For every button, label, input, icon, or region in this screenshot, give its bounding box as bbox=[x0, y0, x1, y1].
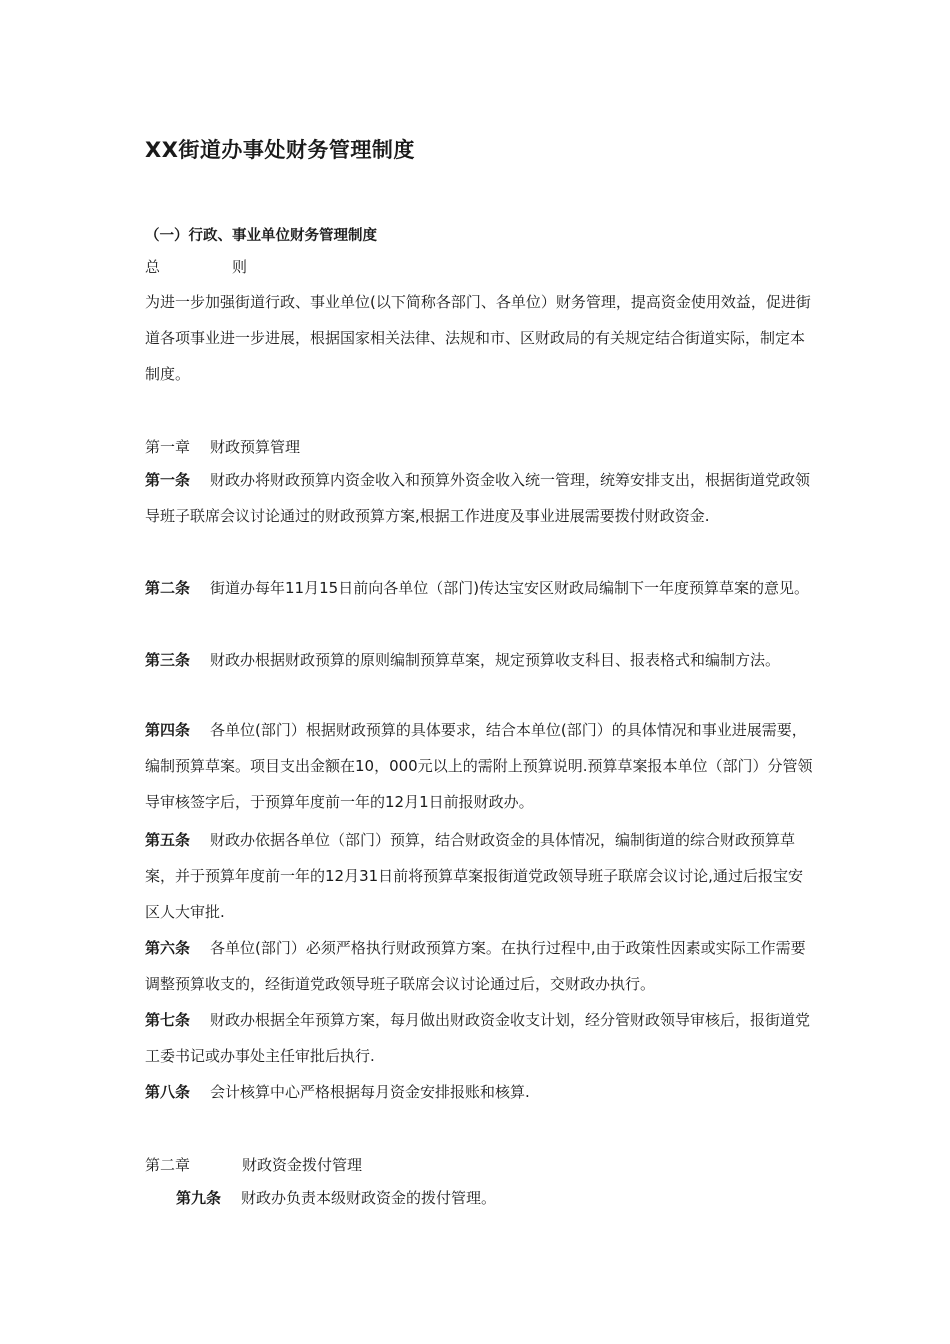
article-4 bbox=[145, 712, 817, 820]
chapter-number: 第一章 bbox=[145, 438, 191, 456]
section-heading: （一）行政、事业单位财务管理制度 bbox=[145, 228, 377, 244]
article-text: 财政办负责本级财政资金的拨付管理。 bbox=[241, 1189, 497, 1207]
chapter-title: 财政资金拨付管理 bbox=[242, 1156, 363, 1174]
article-number: 第九条 bbox=[176, 1189, 222, 1207]
article-number: 第三条 bbox=[145, 651, 191, 669]
article-number: 第八条 bbox=[145, 1083, 191, 1101]
article-2 bbox=[145, 570, 817, 606]
article-text: 财政办将财政预算内资金收入和预算外资金收入统一管理，统筹安排支出，根据街道党政领导班子联席会议讨论通过的财政预算方案,根据工作进度及事业进展需要拨付财政资金. bbox=[145, 471, 811, 525]
article-text: 财政办依据各单位（部门）预算，结合财政资金的具体情况，编制街道的综合财政预算草案，并于预算年度前一年的12月31日前将预算草案报街道党政领导班子联席会议讨论,通过后报宝安区人大审批. bbox=[145, 831, 803, 921]
article-text: 财政办根据全年预算方案，每月做出财政资金收支计划，经分管财政领导审核后，报街道党工委书记或办事处主任审批后执行. bbox=[145, 1011, 811, 1065]
article-3 bbox=[145, 642, 817, 678]
article-text: 各单位(部门）必须严格执行财政预算方案。在执行过程中,由于政策性因素或实际工作需要调整预算收支的，经街道党政领导班子联席会议讨论通过后，交财政办执行。 bbox=[145, 939, 806, 993]
article-6 bbox=[145, 930, 817, 1002]
general-left: 总 bbox=[145, 258, 161, 276]
article-number: 第四条 bbox=[145, 721, 191, 739]
article-5 bbox=[145, 822, 817, 930]
chapter-1-heading bbox=[145, 436, 300, 457]
article-number: 第六条 bbox=[145, 939, 191, 957]
intro-paragraph: 为进一步加强街道行政、事业单位(以下简称各部门、各单位）财务管理，提高资金使用效益，促进街道各项事业进一步进展，根据国家相关法律、法规和市、区财政局的有关规定结合街道实际，制定本制度。 bbox=[145, 293, 811, 383]
article-number: 第二条 bbox=[145, 579, 191, 597]
article-7 bbox=[145, 1002, 817, 1074]
article-9 bbox=[176, 1180, 848, 1216]
article-1 bbox=[145, 462, 817, 534]
article-text: 会计核算中心严格根据每月资金安排报账和核算. bbox=[210, 1083, 530, 1101]
article-number: 第七条 bbox=[145, 1011, 191, 1029]
chapter-number: 第二章 bbox=[145, 1156, 191, 1174]
chapter-title: 财政预算管理 bbox=[210, 438, 301, 456]
article-8 bbox=[145, 1074, 817, 1110]
article-text: 街道办每年11月15日前向各单位（部门)传达宝安区财政局编制下一年度预算草案的意见。 bbox=[210, 579, 810, 597]
article-text: 财政办根据财政预算的原则编制预算草案，规定预算收支科目、报表格式和编制方法。 bbox=[210, 651, 781, 669]
chapter-2-heading bbox=[145, 1154, 362, 1175]
article-number: 第五条 bbox=[145, 831, 191, 849]
page-title: XX街道办事处财务管理制度 bbox=[145, 138, 415, 162]
article-text: 各单位(部门）根据财政预算的具体要求，结合本单位(部门）的具体情况和事业进展需要，编制预算草案。项目支出金额在10，000元以上的需附上预算说明.预算草案报本单位（部门）分管领导审核签字后，于预算年度前一年的12月1日前报财政办。 bbox=[145, 721, 813, 811]
article-number: 第一条 bbox=[145, 471, 191, 489]
general-right: 则 bbox=[232, 258, 248, 276]
general-provisions-heading bbox=[145, 256, 247, 277]
